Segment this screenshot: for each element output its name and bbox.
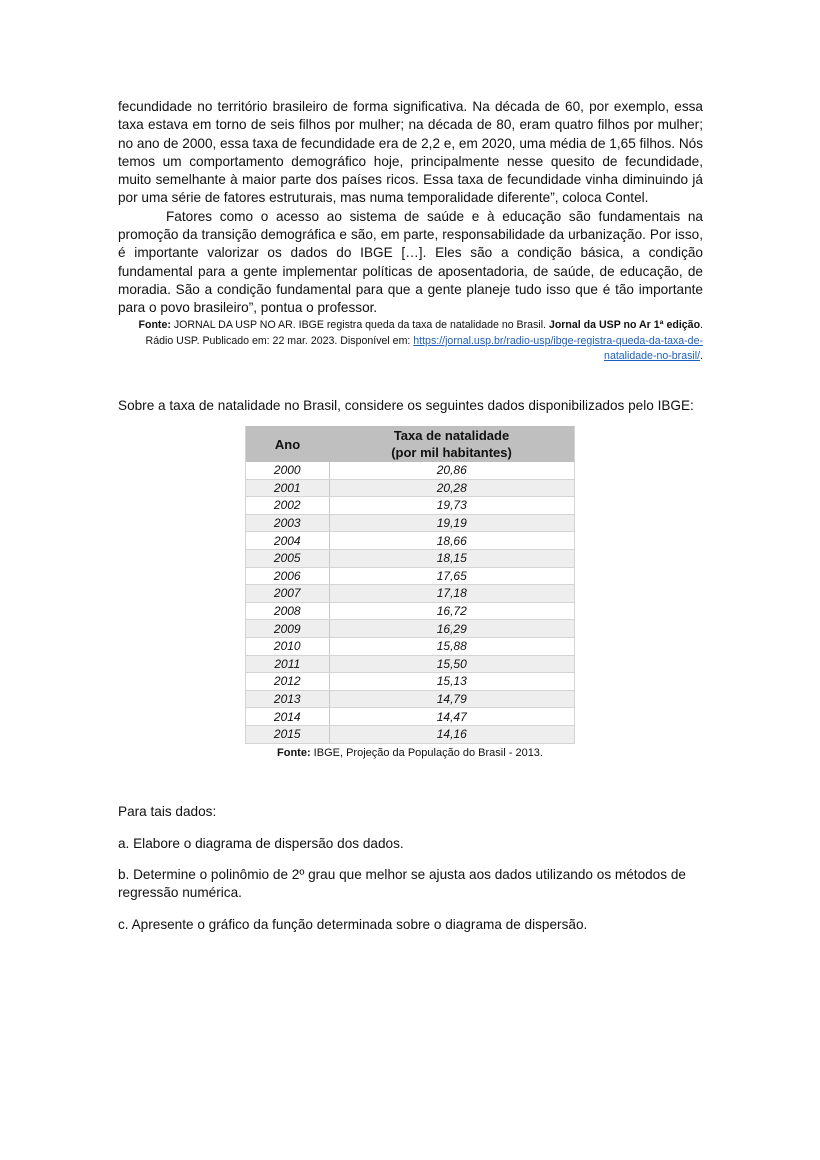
table-row xyxy=(246,567,575,585)
cell-taxa: 20,86 xyxy=(329,462,575,479)
cell-taxa: 15,13 xyxy=(329,673,575,691)
cell-taxa: 17,18 xyxy=(329,585,575,603)
cell-taxa: 14,16 xyxy=(329,725,575,743)
cell-taxa: 16,72 xyxy=(329,602,575,620)
cell-taxa: 15,50 xyxy=(329,655,575,673)
cell-taxa: 20,28 xyxy=(329,479,575,497)
source-end: . xyxy=(700,350,703,362)
source-journal: Jornal da USP no Ar 1ª edição xyxy=(548,319,701,331)
paragraph-fecundidade: fecundidade no território brasileiro de forma significativa. Na década de 60, por exemplo, essa taxa estava em torno de seis filhos por mulher; na década de 80, eram quatro filhos por mulher; no ano de 2000, essa taxa de fecundidade era de 2,2 e, em 2020, uma média de 1,65 filhos. Nós temos um comportamento demográfico hoje, principalmente nesse quesito de fecundidade, muito semelhante à maior parte dos países ricos. Essa taxa de fecundidade vinha diminuindo já por uma série de fatores estruturais, mas numa temporalidade diferente”, coloca Contel. xyxy=(118,99,703,206)
cell-taxa: 14,79 xyxy=(329,690,575,708)
source-text-2: . Rádio USP. Publicado em: 22 mar. 2023. Disponível em: xyxy=(145,319,703,347)
cell-ano: 2007 xyxy=(246,585,330,603)
table-row xyxy=(246,620,575,638)
table-source-label: Fonte: xyxy=(277,747,311,759)
table-row xyxy=(246,585,575,603)
cell-taxa: 16,29 xyxy=(329,620,575,638)
table-body xyxy=(246,462,575,743)
article-source xyxy=(118,318,703,365)
cell-ano: 2014 xyxy=(246,708,330,726)
table-header-row xyxy=(246,426,575,462)
article-excerpt xyxy=(118,98,703,318)
cell-ano: 2005 xyxy=(246,549,330,567)
cell-taxa: 18,15 xyxy=(329,549,575,567)
cell-taxa: 17,65 xyxy=(329,567,575,585)
table-row xyxy=(246,673,575,691)
cell-taxa: 15,88 xyxy=(329,637,575,655)
question-b: b. Determine o polinômio de 2º grau que melhor se ajusta aos dados utilizando os métodos de regressão numérica. xyxy=(118,867,686,901)
table-row xyxy=(246,708,575,726)
cell-ano: 2002 xyxy=(246,497,330,515)
header-taxa xyxy=(329,426,575,462)
table-row xyxy=(246,532,575,550)
table-row xyxy=(246,725,575,743)
cell-taxa: 18,66 xyxy=(329,532,575,550)
cell-taxa: 19,73 xyxy=(329,497,575,515)
cell-ano: 2000 xyxy=(246,462,330,479)
source-label: Fonte: xyxy=(138,319,171,331)
header-taxa-line2: (por mil habitantes) xyxy=(391,445,512,460)
cell-ano: 2012 xyxy=(246,673,330,691)
table-source xyxy=(245,747,575,759)
header-ano: Ano xyxy=(246,426,330,462)
source-link[interactable]: https://jornal.usp.br/radio-usp/ibge-registra-queda-da-taxa-de-natalidade-no-brasil/ xyxy=(413,334,703,362)
cell-ano: 2008 xyxy=(246,602,330,620)
table-row xyxy=(246,690,575,708)
questions-intro: Para tais dados: xyxy=(118,804,217,819)
cell-ano: 2011 xyxy=(246,655,330,673)
birth-rate-table xyxy=(245,426,575,744)
table-row xyxy=(246,514,575,532)
table-row xyxy=(246,549,575,567)
cell-ano: 2003 xyxy=(246,514,330,532)
table-row xyxy=(246,655,575,673)
cell-ano: 2006 xyxy=(246,567,330,585)
question-c: c. Apresente o gráfico da função determinada sobre o diagrama de dispersão. xyxy=(118,917,588,932)
paragraph-fatores: Fatores como o acesso ao sistema de saúde e à educação são fundamentais na promoção da transição demográfica e são, em parte, responsabilidade da urbanização. Por isso, é importante valorizar os dados do IBGE […]. Eles são a condição básica, a condição fundamental para a gente implementar políticas de aposentadoria, de saúde, de educação, de moradia. São a condição fundamental para que a gente planeje tudo isso que é tão importante para o povo brasileiro”, pontua o professor. xyxy=(118,208,703,316)
table-source-text: IBGE, Projeção da População do Brasil - 2013. xyxy=(310,747,543,759)
table-intro: Sobre a taxa de natalidade no Brasil, considere os seguintes dados disponibilizados pelo IBGE: xyxy=(118,398,694,413)
cell-taxa: 19,19 xyxy=(329,514,575,532)
cell-taxa: 14,47 xyxy=(329,708,575,726)
cell-ano: 2004 xyxy=(246,532,330,550)
table-row xyxy=(246,479,575,497)
cell-ano: 2013 xyxy=(246,690,330,708)
header-taxa-line1: Taxa de natalidade xyxy=(393,428,510,443)
table-row xyxy=(246,497,575,515)
table-row xyxy=(246,637,575,655)
cell-ano: 2001 xyxy=(246,479,330,497)
cell-ano: 2010 xyxy=(246,637,330,655)
cell-ano: 2015 xyxy=(246,725,330,743)
source-text-1: JORNAL DA USP NO AR. IBGE registra queda da taxa de natalidade no Brasil. xyxy=(170,319,549,331)
cell-ano: 2009 xyxy=(246,620,330,638)
table-row xyxy=(246,462,575,479)
table-row xyxy=(246,602,575,620)
question-a: a. Elabore o diagrama de dispersão dos dados. xyxy=(118,836,404,851)
